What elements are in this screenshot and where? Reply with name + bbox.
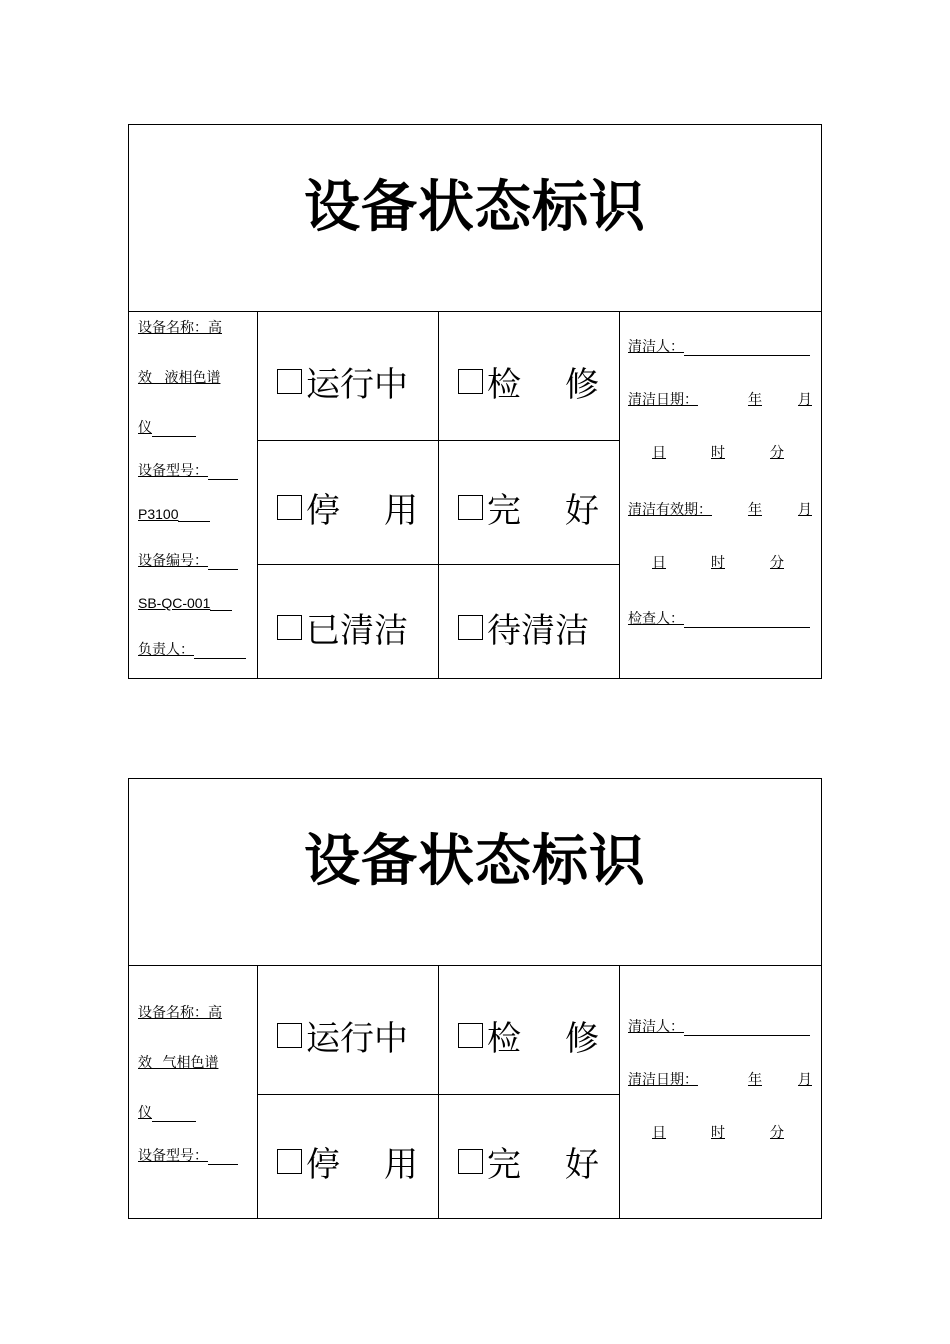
equipment-name-line: 效 液相色谱 [138,370,221,386]
divider [619,311,620,678]
title-area [129,779,821,966]
model-value: P3100 [138,506,210,522]
model-label: 设备型号： [138,1145,238,1165]
status-disabled: 停 用 [277,483,418,532]
divider [257,564,619,565]
clean-date-field: 清洁日期： 年 月 [628,392,812,408]
divider [619,965,620,1218]
checkbox-icon [277,1023,302,1048]
title-area [129,125,821,312]
status-maintenance: 检 修 [458,357,599,406]
checkbox-icon [458,615,483,640]
equipment-name-line: 设备名称：高 [138,1005,222,1021]
model-label: 设备型号： [138,460,238,480]
inspector-field: 检查人： [628,608,810,628]
equipment-name-line: 仪 [138,417,196,437]
code-label: 设备编号： [138,550,238,570]
status-running: 运行中 [277,1011,408,1060]
status-to-clean: 待清洁 [458,603,589,652]
status-label-card-1 [128,124,822,679]
checkbox-icon [277,1149,302,1174]
cleaner-field: 清洁人： [628,336,810,356]
status-good: 完 好 [458,483,599,532]
owner-label: 负责人： [138,639,246,659]
status-disabled: 停 用 [277,1137,418,1186]
status-cleaned: 已清洁 [277,603,408,652]
status-running: 运行中 [277,357,408,406]
valid-until-field: 清洁有效期： 年 月 [628,502,812,518]
equipment-name-line: 设备名称：高 [138,320,222,336]
divider [257,440,619,441]
cleaner-field: 清洁人： [628,1016,810,1036]
divider [257,965,258,1218]
clean-date-field: 清洁日期： 年 月 [628,1072,812,1088]
checkbox-icon [277,495,302,520]
divider [257,1094,619,1095]
divider [438,311,439,678]
status-maintenance: 检 修 [458,1011,599,1060]
divider [257,311,258,678]
checkbox-icon [277,615,302,640]
card-title: 设备状态标识 [304,829,646,894]
code-value: SB-QC-001 [138,595,232,611]
clean-time-field: 日 时 分 [652,445,784,461]
checkbox-icon [458,369,483,394]
clean-time-field: 日 时 分 [652,1125,784,1141]
equipment-name-line: 效 气相色谱 [138,1055,219,1071]
status-label-card-2 [128,778,822,1219]
checkbox-icon [458,495,483,520]
status-good: 完 好 [458,1137,599,1186]
checkbox-icon [277,369,302,394]
equipment-name-line: 仪 [138,1102,196,1122]
checkbox-icon [458,1149,483,1174]
valid-time-field: 日 时 分 [652,555,784,571]
card-title: 设备状态标识 [304,175,646,240]
checkbox-icon [458,1023,483,1048]
divider [438,965,439,1218]
